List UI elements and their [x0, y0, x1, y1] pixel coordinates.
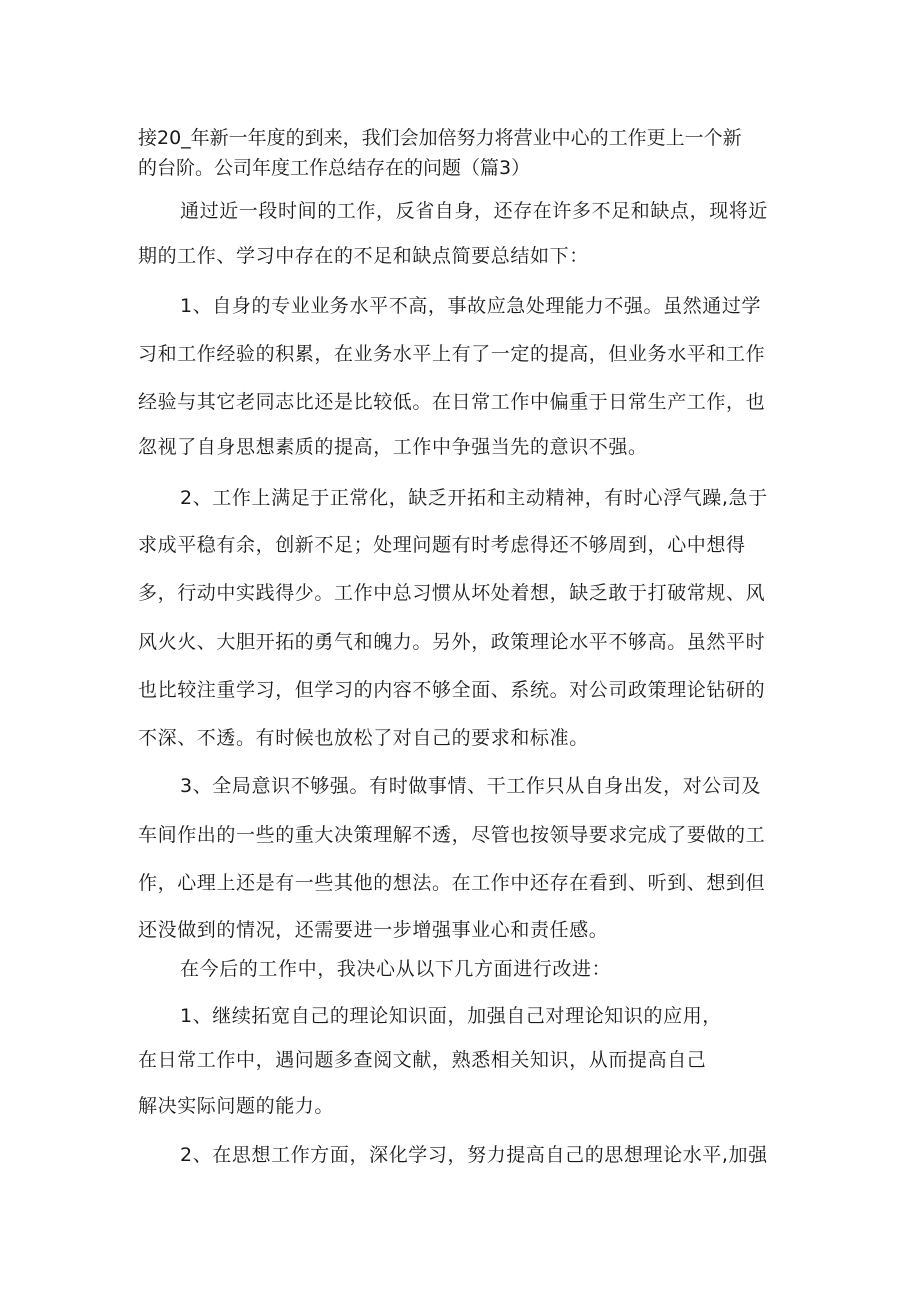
text-line: 通过近一段时间的工作，反省自身，还存在许多不足和缺点，现将近 — [180, 200, 769, 222]
text-line: 1、自身的专业业务水平不高，事故应急处理能力不强。虽然通过学 — [180, 295, 762, 317]
text-line: 3、全局意识不够强。有时做事情、干工作只从自身出发，对公司及 — [180, 775, 762, 797]
text-line: 多，行动中实践得少。工作中总习惯从坏处着想，缺乏敢于打破常规、风 — [138, 582, 766, 604]
text-line: 不深、不透。有时候也放松了对自己的要求和标准。 — [138, 727, 589, 749]
text-line: 在今后的工作中，我决心从以下几方面进行改进： — [180, 958, 612, 980]
text-line: 作，心理上还是有一些其他的想法。在工作中还存在看到、听到、想到但 — [138, 872, 766, 894]
text-line: 求成平稳有余，创新不足；处理问题有时考虑得还不够周到，心中想得 — [138, 534, 746, 556]
text-line: 忽视了自身思想素质的提高，工作中争强当先的意识不强。 — [138, 436, 648, 458]
text-line: 解决实际问题的能力。 — [138, 1095, 335, 1117]
text-line: 期的工作、学习中存在的不足和缺点简要总结如下： — [138, 245, 589, 267]
text-line: 风火火、大胆开拓的勇气和魄力。另外，政策理论水平不够高。虽然平时 — [138, 631, 766, 653]
text-line: 接20_年新一年度的到来，我们会加倍努力将营业中心的工作更上一个新 — [138, 127, 742, 149]
text-line: 车间作出的一些的重大决策理解不透，尽管也按领导要求完成了要做的工 — [138, 824, 766, 846]
text-line: 1、继续拓宽自己的理论知识面，加强自己对理论知识的应用， — [180, 1005, 722, 1027]
text-line: 在日常工作中，遇问题多查阅文献，熟悉相关知识，从而提高自己 — [138, 1049, 707, 1071]
text-line: 还没做到的情况，还需要进一步增强事业心和责任感。 — [138, 919, 609, 941]
text-line: 也比较注重学习，但学习的内容不够全面、系统。对公司政策理论钻研的 — [138, 679, 766, 701]
text-line: 的台阶。公司年度工作总结存在的问题（篇3） — [138, 157, 531, 179]
text-line: 2、工作上满足于正常化，缺乏开拓和主动精神，有时心浮气躁,急于 — [180, 487, 768, 509]
text-line: 习和工作经验的积累，在业务水平上有了一定的提高，但业务水平和工作 — [138, 343, 766, 365]
text-line: 2、在思想工作方面，深化学习，努力提高自己的思想理论水平,加强 — [180, 1144, 768, 1166]
text-line: 经验与其它老同志比还是比较低。在日常工作中偏重于日常生产工作，也 — [138, 391, 766, 413]
